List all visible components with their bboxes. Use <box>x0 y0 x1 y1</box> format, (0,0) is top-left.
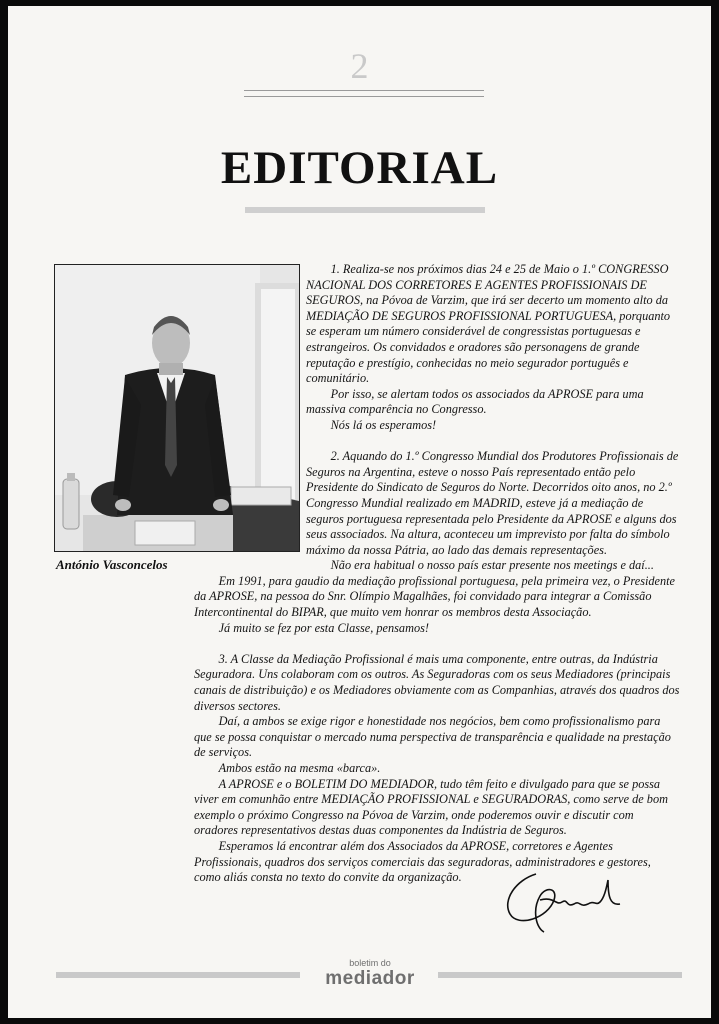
article-paragraph: Não era habitual o nosso país estar presente nos meetings e daí... <box>330 558 654 573</box>
article-paragraph: Daí, a ambos se exige rigor e honestidade nos negócios, bem como profissionalismo para que se possa conquistar o mercado numa perspectiva de transparência e qualidade na prestação de serviços. <box>194 714 671 760</box>
title-underline <box>245 207 485 213</box>
article-paragraph: 1. Realiza-se nos próximos dias 24 e 25 de Maio o 1.º CONGRESSO NACIONAL DOS CORRETORES E AGENTES PROFISSIONAIS DE SEGUROS, na Póvoa de Varzim, que irá ser decerto um momento alto da MEDIAÇÃO DE SEGUROS PROFISSIONAL PORTUGUESA, porquanto se esperam um número considerável de congressistas portuguesas e estrangeiros. Os convidados e oradores são personagens de grande reputação e prestígio, conhecidas no meio segurador português e comunitário. <box>306 262 671 386</box>
page-title: EDITORIAL <box>220 142 499 194</box>
logo-main-text: mediador <box>325 968 415 989</box>
article-paragraph: 2. Aquando do 1.º Congresso Mundial dos Produtores Profissionais de Seguros na Argentina, esteve o nosso País representado então pelo Presidente do Sindicato de Seguros do Norte. Decorridos oito anos, no 2.º Congresso Mundial realizado em MADRID, esteve já a mediação de seguros portuguesa representada pelo Presidente da APROSE e alguns dos seus associados. Na altura, aconteceu um imprevisto por falta do símbolo máximo da nossa Pátria, ao lado das demais representações. <box>306 449 679 557</box>
footer-rule-right <box>438 972 682 978</box>
article-paragraph: Ambos estão na mesma «barca». <box>218 761 381 775</box>
article-paragraph: Por isso, se alertam todos os associados da APROSE para uma massiva comparência no Congresso. <box>306 386 644 417</box>
logo-small-text: boletim do <box>349 958 391 968</box>
article-paragraph: 3. A Classe da Mediação Profissional é mais uma componente, entre outras, da Indústria Seguradora. Uns colaboram com os outros. As Seguradoras com os seus Mediadores (principais canais de distribuição) e os Mediadores obviamente com as Companhias, através dos quadros dos diversos sectores. <box>194 651 680 713</box>
photo-caption: António Vasconcelos <box>56 557 168 572</box>
footer-rule-left <box>56 972 300 978</box>
header-rule <box>244 90 484 97</box>
article-paragraph: Nós lá os esperamos! <box>330 417 437 432</box>
article-paragraph: A APROSE e o BOLETIM DO MEDIADOR, tudo têm feito e divulgado para que se possa viver em comunhão entre MEDIAÇÃO PROFISSIONAL e SEGURADORAS, como serve de bom exemplo o próximo Congresso na Póvoa de Varzim, onde poderemos ouvir e discutir com oradores representativos destas duas componentes da Indústria de Seguros. <box>194 776 668 838</box>
page-number: 2 <box>350 46 369 86</box>
publication-logo <box>308 958 432 990</box>
article-paragraph: Já muito se fez por esta Classe, pensamos! <box>218 620 429 635</box>
editorial-article <box>194 262 680 886</box>
article-paragraph: Em 1991, para gaudio da mediação profissional portuguesa, pela primeira vez, o Presidente da APROSE, na pessoa do Snr. Olímpio Magalhães, foi convidado para integrar a Comissão Intercontinental do BIPAR, que muito vem honrar os membros desta Associação. <box>194 573 676 620</box>
article-paragraph: Esperamos lá encontrar além dos Associados da APROSE, corretores e Agentes Profissionais, quadros dos serviços comerciais das seguradoras, administradores e gestores, como aliás consta no texto do convite da organização. <box>194 838 651 885</box>
handwritten-signature <box>496 866 626 936</box>
magazine-page <box>8 6 711 1018</box>
